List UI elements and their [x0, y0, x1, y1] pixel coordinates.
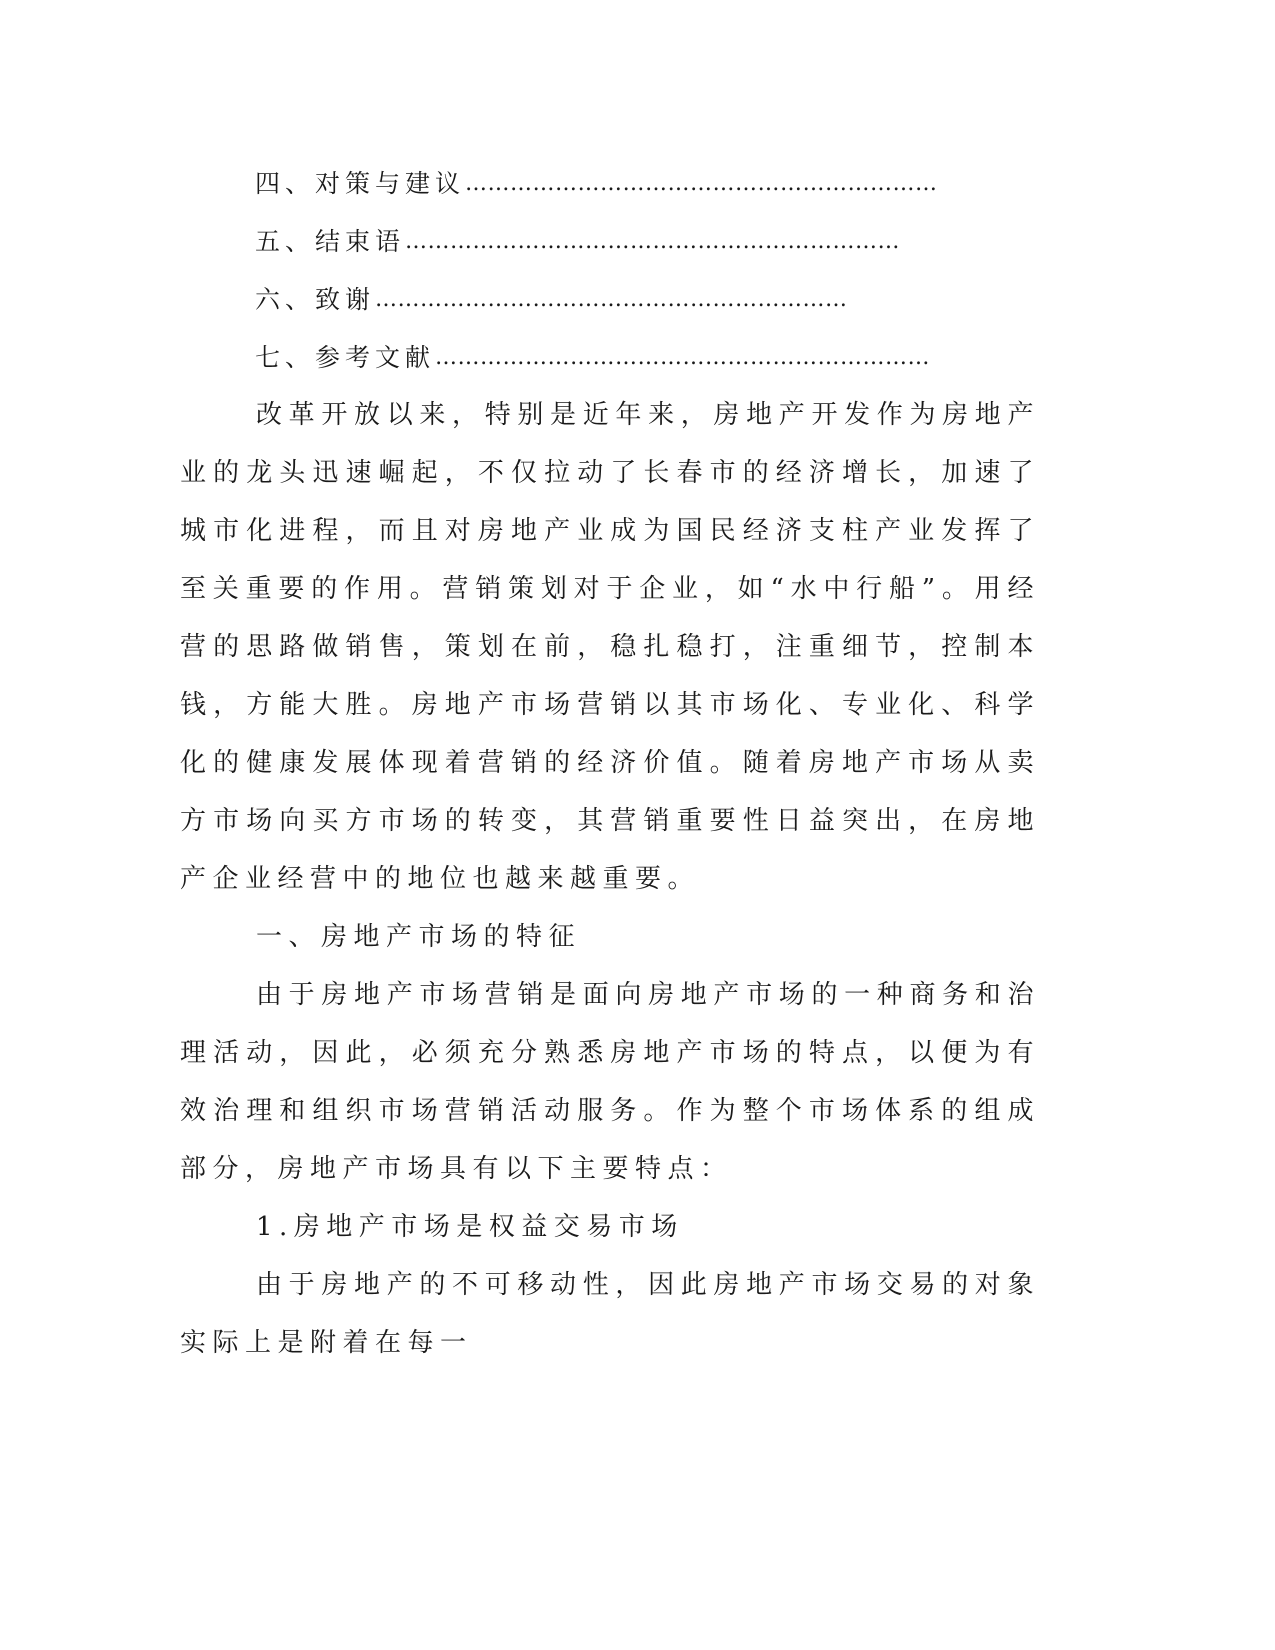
document-body — [180, 386, 1040, 1372]
toc-entry-leader: ……………………………………………………… — [375, 287, 848, 312]
section-heading: 一、房地产市场的特征 — [256, 922, 582, 952]
toc-entry — [255, 158, 1015, 216]
toc-entry-label: 五、结束语 — [255, 227, 406, 256]
subsection-paragraph: 由于房地产的不可移动性，因此房地产市场交易的对象实际上是附着在每一 — [180, 1270, 1040, 1358]
table-of-contents — [255, 158, 1015, 390]
toc-entry-leader: ………………………………………………………… — [435, 345, 931, 370]
toc-entry — [255, 274, 1015, 332]
toc-entry-label: 四、对策与建议 — [255, 169, 466, 198]
toc-entry-label: 六、致谢 — [255, 285, 376, 314]
toc-entry-leader: ……………………………………………………… — [465, 171, 938, 196]
section-paragraph: 由于房地产市场营销是面向房地产市场的一种商务和治理活动，因此，必须充分熟悉房地产市场的特点，以便为有效治理和组织市场营销活动服务。作为整个市场体系的组成部分，房地产市场具有以下主要特点： — [180, 980, 1040, 1184]
toc-entry-label: 七、参考文献 — [255, 343, 436, 372]
intro-paragraph: 改革开放以来，特别是近年来，房地产开发作为房地产业的龙头迅速崛起，不仅拉动了长春市的经济增长，加速了城市化进程，而且对房地产业成为国民经济支柱产业发挥了至关重要的作用。营销策划对于企业，如“水中行船”。用经营的思路做销售，策划在前，稳扎稳打，注重细节，控制本钱，方能大胜。房地产市场营销以其市场化、专业化、科学化的健康发展体现着营销的经济价值。随着房地产市场从卖方市场向买方市场的转变，其营销重要性日益突出，在房地产企业经营中的地位也越来越重要。 — [180, 400, 1040, 894]
toc-entry — [255, 332, 1015, 390]
toc-entry-leader: ………………………………………………………… — [405, 229, 901, 254]
toc-entry — [255, 216, 1015, 274]
subsection-heading: 1.房地产市场是权益交易市场 — [256, 1212, 684, 1242]
